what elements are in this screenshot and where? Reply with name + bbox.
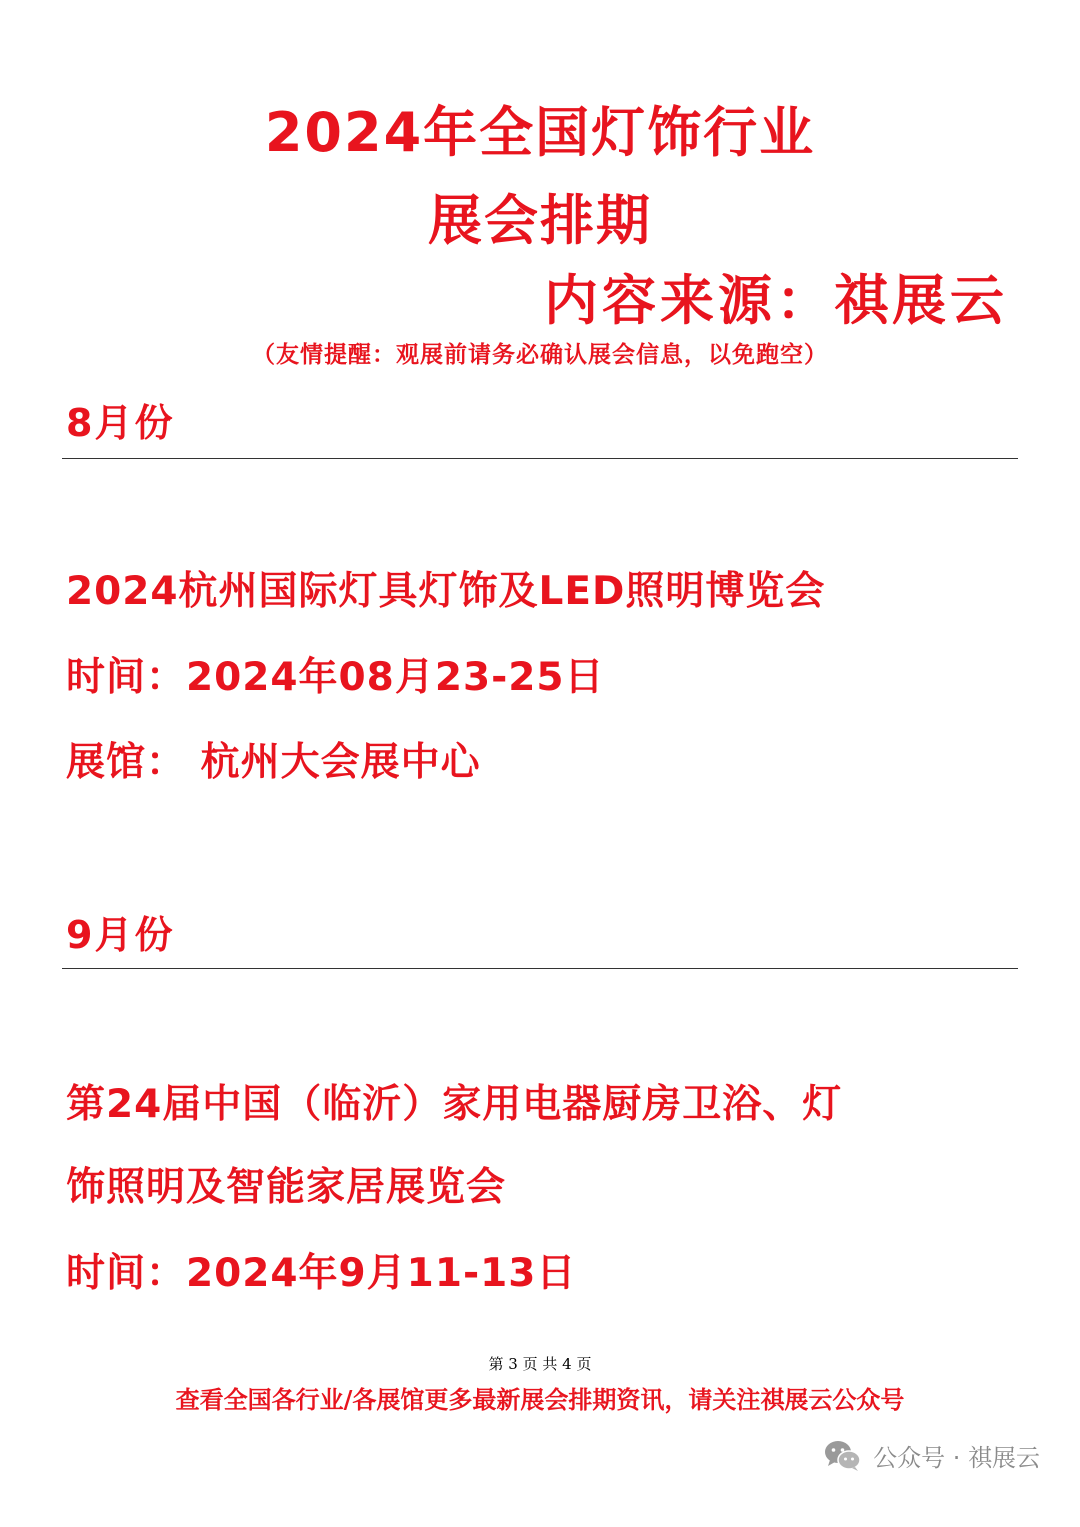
reminder-note: （友情提醒：观展前请务必确认展会信息，以免跑空） xyxy=(252,342,828,368)
event-name: 2024杭州国际灯具灯饰及LED照明博览会 xyxy=(66,569,826,614)
event-venue: 展馆： 杭州大会展中心 xyxy=(66,740,481,785)
watermark xyxy=(823,1438,1040,1473)
event-name-line1: 第24届中国（临沂）家用电器厨房卫浴、灯 xyxy=(66,1082,843,1127)
page-subtitle: 展会排期 xyxy=(428,189,652,252)
content-source: 内容来源：祺展云 xyxy=(544,269,1008,332)
month-heading-august: 8月份 xyxy=(66,401,175,445)
watermark-text: 公众号 · 祺展云 xyxy=(873,1444,1040,1472)
footer-note: 查看全国各行业/各展馆更多最新展会排期资讯，请关注祺展云公众号 xyxy=(175,1385,905,1414)
event-name-line2: 饰照明及智能家居展览会 xyxy=(66,1165,507,1210)
wechat-icon xyxy=(823,1439,863,1473)
section-divider xyxy=(62,458,1018,459)
page-number: 第 3 页 共 4 页 xyxy=(488,1355,592,1373)
event-time: 时间：2024年08月23-25日 xyxy=(66,655,605,700)
month-heading-september: 9月份 xyxy=(66,913,175,957)
page-title: 2024年全国灯饰行业 xyxy=(264,101,816,164)
event-time: 时间：2024年9月11-13日 xyxy=(66,1251,577,1296)
section-divider xyxy=(62,968,1018,969)
